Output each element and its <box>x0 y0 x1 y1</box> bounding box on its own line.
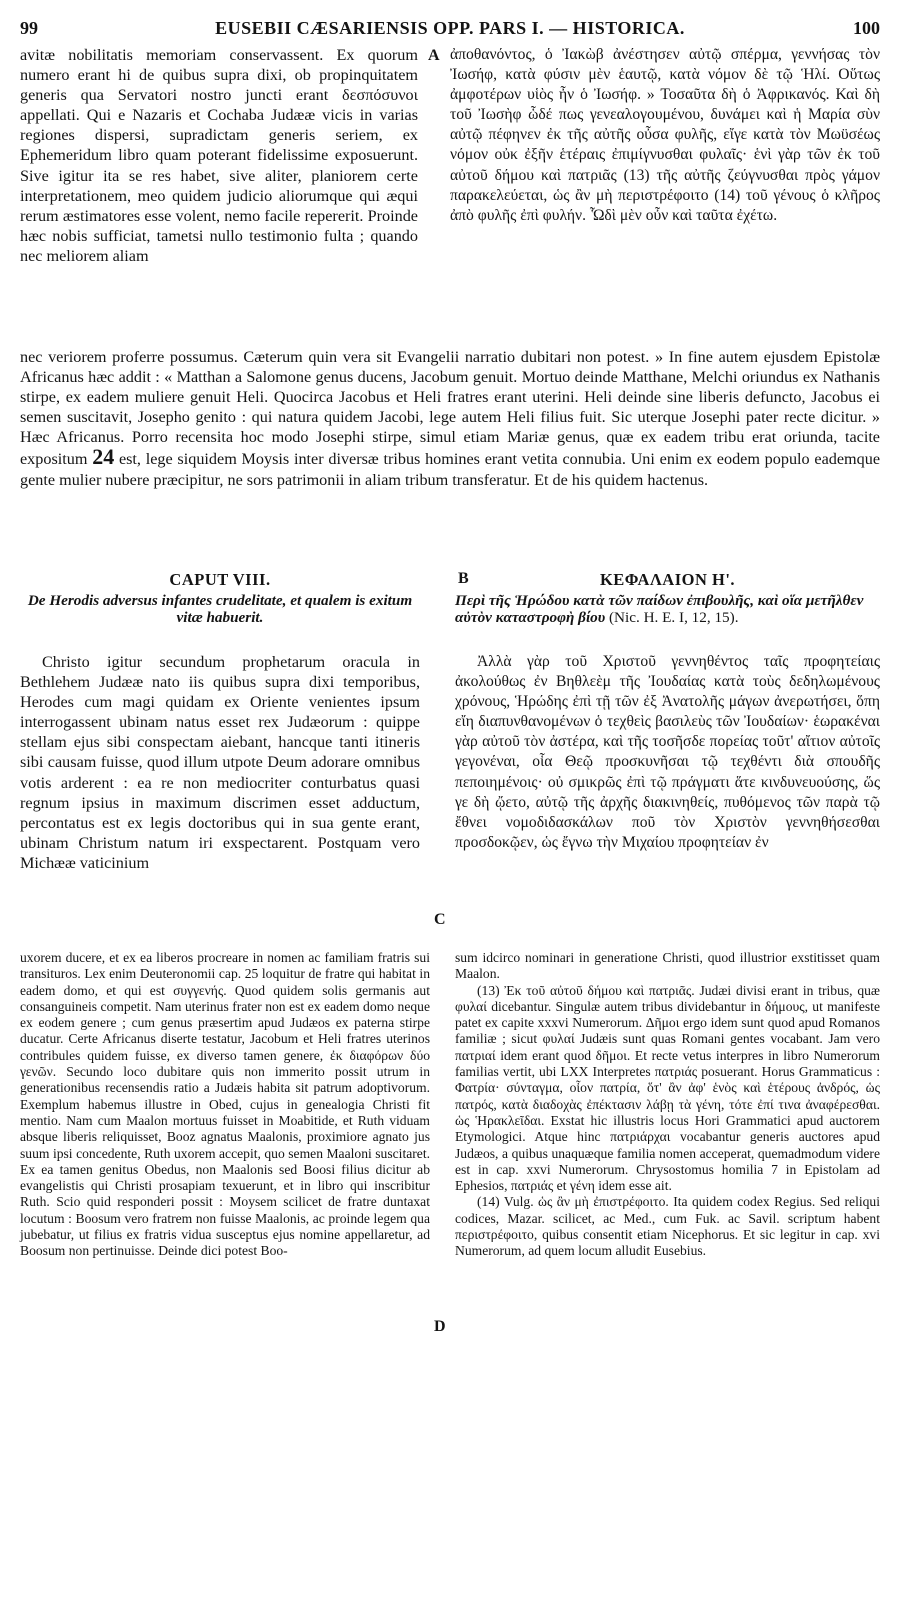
caput-heading-latin: CAPUT VIII. <box>169 570 271 589</box>
footnotes-left-column <box>20 950 430 1260</box>
full-latin-paragraph <box>20 347 880 490</box>
chapter-greek-column <box>455 652 880 853</box>
chapter-subtitle-greek-text: Περὶ τῆς Ἡρώδου κατὰ τῶν παίδων ἐπιβουλῆς, καὶ οἵα μετῆλθεν αὐτὸν καταστροφὴ βίου <box>455 592 864 626</box>
footnote-continuation: uxorem ducere, et ex ea liberos procreare in nomen ac familiam fratris sui transituros. Lex enim Deuteronomii cap. 25 loquitur de fratre qui habitat in eadem domo, et qui est συγγενής. Quod quidem solis germanis aut consanguineis competit. Nam uterinus frater non est ex eadem domo neque ex eodem genere ; cum genus præsertim apud Judæos ex paterna stirpe ducatur. Certe Africanus diserte testatur, Jacobum et Heli fratres uterinos contribules quidem fuisse, ex diverso tamen genere, ἐκ διαφόρων δύο γενῶν. Secundo loco dubitare quis non immerito possit utrum in generationibus recensendis ratio a Judæis habita sit patrum adoptivorum. Exemplum habemus illustre in Obed, cujus in genealogia Christi fit mentio. Nam cum Maalon mortuus fuisset in Moabitide, et Ruth viduam absque liberis reliquisset, Booz agnatus Maalonis, proximiore agnato jus suum ipsi concedente, Ruth uxorem accepit, quo semen Maaloni suscitaret. Ex ea tamen genitus Obedus, non Maalonis sed Boosi filius dicitur ab evangelistis qui Christi prosapiam texuerunt, et in libro qui inscribitur Ruth. Scio quid responderi possit : Moysem scilicet de fratre duntaxat locutum : Boosum vero fratrem non fuisse Maalonis, ac proinde legem qua jubebatur, ut filius ex fratris vidua susceptus ejus nomine appellaretur, ad Boosum non pertinuisse. Deinde dici potest Boo- <box>20 950 430 1259</box>
footnotes-right-column <box>455 950 880 1260</box>
footnote-continuation-right: sum idcirco nominari in generatione Christi, quod illustrior exstitisset quam Maalon. <box>455 950 880 982</box>
full-latin-text-b: est, lege siquidem Moysis inter diversæ tribus homines erant vetita connubia. Uni enim ex eodem populo eademque gente mulier nubere præcipitur, ne sors patrimonii in aliam tribum transferatur. Et de his quidem hactenus. <box>20 450 881 489</box>
footnote-13: (13) Ἐκ τοῦ αὐτοῦ δήμου καὶ πατριᾶς. Judæi divisi erant in tribus, quæ φυλαί dicebantur. Singulæ autem tribus dividebantur in δήμους, ut manifeste patet ex capite xxxvi Numerorum. Δῆμοι ergo idem sunt quod apud Romanos familiæ ; sicut φυλαί Judæis sunt quas Romani gentes vocabant. Jam vero πατριαί idem erant quod δῆμοι. Et recte vetus interpres in libro Numerorum familias vertit, ubi LXX Interpretes πατριάς posuerant. Horus Grammaticus : Φατρία· σύνταγμα, οἷον πατρία, ὅτ' ἂν ἀφ' ἑνὸς καὶ ἑτέρους ἀνδρός, ὡς πατρός, κατὰ διαδοχὰς ἐπέκτασιν λάβῃ τὰ γένη, τότε ἐπί τινα ἀναφέρεσθαι. ὡς Ἡρακλεῖδαι. Exstat hic illustris locus Hori Grammatici apud auctorem Etymologici. Atque hinc πατριάρχαι vocabantur generis auctores apud Judæos, a quibus unaquæque familia nomen acceperat, quemadmodum videre est in cap. xxvi Numerorum. Chrysostomus homilia 7 in Epistolam ad Ephesios, πατριάς et γένη idem esse ait. <box>455 982 880 1194</box>
caput-heading-greek: ΚΕΦΑΛΑΙΟΝ Η'. <box>599 570 736 589</box>
top-greek-column <box>450 45 880 226</box>
chapter-subtitle-greek <box>455 592 880 626</box>
full-width-latin <box>20 347 880 490</box>
running-header <box>20 18 880 40</box>
chapter-subtitle-greek-ref: (Nic. H. E. I, 12, 15). <box>609 609 739 626</box>
page-number-left: 99 <box>20 18 38 38</box>
top-greek-text: ἀποθανόντος, ὁ Ἰακὼβ ἀνέστησεν αὐτῷ σπέρμα, γεννήσας τὸν Ἰωσήφ, κατὰ φύσιν μὲν ἑαυτῷ, κατὰ νόμον δὲ τῷ Ἡλί. Οὕτως ἀμφοτέρων υἱὸς ἦν ὁ Ἰωσήφ. » Τοσαῦτα δὴ ὁ Ἀφρικανός. Καὶ δὴ τοῦ Ἰωσὴφ ὧδέ πως γενεαλογουμένου, δυνάμει καὶ ἡ Μαρία σὺν αὐτῷ πέφηνεν ἐκ τῆς αὐτῆς οὖσα φυλῆς, εἴγε κατὰ τὸν Μωϋσέως νόμον οὐκ ἐξῆν ἑτέραις ἐπιμίγνυσθαι φυλαῖς· ἑνὶ γὰρ τῶν ἐκ τοῦ αὐτοῦ δήμου καὶ πατριᾶς (13) τῆς αὐτῆς ζεύγνυσθαι πρὸς γάμον παρακελεύεται, ὡς ἂν μὴ περιστρέφοιτο (14) τοῦ γένους ὁ κλῆρος ἀπὸ φυλῆς ἐπὶ φυλήν. Ὧδὶ μὲν οὖν καὶ ταῦτα ἐχέτω. <box>450 46 880 224</box>
chapter-latin-column <box>20 652 420 873</box>
margin-letter-a: A <box>428 47 440 64</box>
chapter-latin-text: Christo igitur secundum prophetarum oracula in Bethlehem Judææ nato iis quibus supra dixi temporibus, Herodes cum magi quidam ex Oriente venientes ipsum interrogassent ubinam natus esset rex Judæorum : quippe stellam ejus sibi conspectam aiebant, hancque tanti itineris sibi causam fuisse, quod illum utpote Deum adorare omnibus votis arderent : ea re non mediocriter conturbatus quasi regnum ipsius in maximum discrimen esset adductum, percontatus est ex legis doctoribus qui in sua gente erant, ubinam Christum natum iri exspectarent. Postquam vero Michææ vaticinium <box>20 653 420 872</box>
margin-letter-d: D <box>434 1318 446 1335</box>
margin-letter-c: C <box>434 911 446 928</box>
top-latin-column <box>20 45 418 266</box>
page-marker-24: 24 <box>92 444 115 470</box>
full-latin-text-a: nec veriorem proferre possumus. Cæterum quin vera sit Evangelii narratio dubitari non potest. » In fine autem ejusdem Epistolæ Africanus hæc addit : « Matthan a Salomone genus ducens, Jacobum genuit. Mortuo deinde Matthane, Melchi oriundus ex Nathanis stirpe, ex eadem muliere genuit Heli. Quocirca Jacobus et Heli fratres erant uterini. Heli deinde sine liberis defuncto, Jacobus ei semen suscitavit, Josepho genito : qui natura quidem Jacobi, lege autem Heli filius fuit. Sic uterque Josephi pater recte dicitur. » Hæc Africanus. Porro recensita hoc modo Josephi stirpe, simul etiam Mariæ genus, quæ ex eadem tribu erat oriunda, tacite expositum <box>20 348 880 469</box>
margin-letter-b: B <box>458 570 469 587</box>
footnote-14: (14) Vulg. ὡς ἂν μὴ ἐπιστρέφοιτο. Ita quidem codex Regius. Sed reliqui codices, Mazar. scilicet, ac Med., cum Fuk. ac Savil. scriptum habent περιστρέφοιτο, quibus consentit etiam Nicephorus. Et sic legitur in cap. xvi Numerorum, ad quem locum alludit Eusebius. <box>455 1194 880 1259</box>
chapter-greek-text: Ἀλλὰ γὰρ τοῦ Χριστοῦ γεννηθέντος ταῖς προφητείαις ἀκολούθως ἐν Βηθλεὲμ τῆς Ἰουδαίας κατὰ τοὺς δεδηλωμένους χρόνους, Ἡρώδης ἐπὶ τῇ τῶν ἐξ Ἀνατολῆς μάγων ἀνερωτήσει, ὅπη εἴη διαπυνθανομένων ὁ τεχθεὶς βασιλεὺς τῶν Ἰουδαίων· ἑωρακέναι γὰρ αὐτοῦ τὸν ἀστέρα, καὶ τῆς τοσῆσδε πορείας τοῦτ' αἴτιον αὐτοῖς γεγονέναι, οἷα Θεῷ προσκυνῆσαι τῷ τεχθέντι διὰ σπουδῆς πεποιημένοις· οὐ σμικρῶς ἐπὶ τῷ πράγματι ἅτε κινδυνευούσης, ὥς γε δὴ ᾤετο, αὐτῷ τῆς ἀρχῆς διακινηθείς, πυθόμενος τῶν παρὰ τῷ ἔθνει νομοδιδασκάλων ποῦ τὸν Χριστὸν γεννηθήσεσθαι προσδοκῷεν, ὡς ἔγνω τὴν Μιχαίου προφητείαν ἐν <box>455 653 880 851</box>
top-latin-text: avitæ nobilitatis memoriam conservassent. Ex quorum numero erant hi de quibus supra dixi, ob propinquitatem generis qua Servatori nostro juncti erant δεσπόσυνοι appellati. Qui e Nazaris et Cochaba Judææ vicis in varias regiones dispersi, supradictam generis seriem, ex Ephemeridum libro quam poterant fidelissime exposuerunt. Sive igitur ita se res habet, sive aliter, planiorem certe interpretationem, meo quidem judicio aliorumque qui æqui rerum æstimatores esse volent, nemo facile repererit. Proinde hæc nobis sufficiat, tametsi nullo testimonio fulta ; quando nec meliorem aliam <box>20 46 418 265</box>
chapter-subtitle-latin: De Herodis adversus infantes crudelitate, et qualem is exitum vitæ habuerit. <box>27 592 413 626</box>
page-number-right: 100 <box>853 18 880 38</box>
running-title: EUSEBII CÆSARIENSIS OPP. PARS I. — HISTORICA. <box>215 18 685 38</box>
